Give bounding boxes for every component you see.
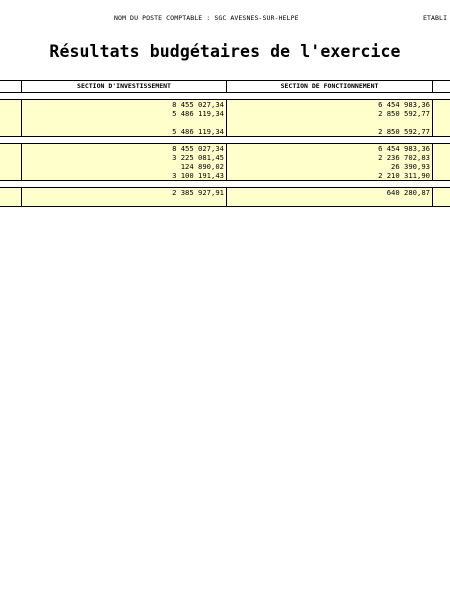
cell-fonctionnement: 2 850 592,77 — [227, 127, 433, 137]
cell-investissement: 124 890,02 — [22, 162, 227, 171]
table-row — [0, 153, 450, 162]
cell-fonctionnement: 2 210 311,90 — [227, 171, 433, 181]
header-fonctionnement: SECTION DE FONCTIONNEMENT — [227, 81, 433, 93]
table-row — [0, 109, 450, 118]
page-title: Résultats budgétaires de l'exercice — [49, 42, 401, 61]
spacer-row — [0, 93, 450, 100]
cell-investissement: 3 225 081,45 — [22, 153, 227, 162]
table-row — [0, 197, 450, 207]
cell-fonctionnement — [227, 118, 433, 127]
poste-comptable-label: NOM DU POSTE COMPTABLE : SGC AVESNES-SUR-HELPE — [114, 14, 299, 22]
cell-fonctionnement: 2 850 592,77 — [227, 109, 433, 118]
cell-investissement-empty — [22, 197, 227, 207]
table-row — [0, 171, 450, 181]
cell-fonctionnement: 2 236 702,83 — [227, 153, 433, 162]
cell-fonctionnement: 6 454 983,36 — [227, 144, 433, 154]
cell-investissement: 8 455 027,34 — [22, 144, 227, 154]
table-row — [0, 162, 450, 171]
cell-investissement: 2 385 927,91 — [22, 188, 227, 198]
results-table — [0, 80, 450, 207]
table-row — [0, 144, 450, 154]
spacer-row — [0, 137, 450, 144]
cell-fonctionnement: 6 454 983,36 — [227, 100, 433, 110]
table-row — [0, 118, 450, 127]
etablissement-label: ETABLI — [423, 14, 448, 22]
cell-fonctionnement: 640 280,87 — [227, 188, 433, 198]
cell-investissement: 5 486 119,34 — [22, 109, 227, 118]
header-cell-right — [433, 81, 450, 93]
cell-fonctionnement: 26 390,93 — [227, 162, 433, 171]
table-row — [0, 127, 450, 137]
table-header-row — [0, 81, 450, 93]
cell-investissement: 8 455 027,34 — [22, 100, 227, 110]
spacer-row — [0, 181, 450, 188]
cell-investissement: 3 100 191,43 — [22, 171, 227, 181]
table-row — [0, 100, 450, 110]
cell-investissement — [22, 118, 227, 127]
table-row — [0, 188, 450, 198]
cell-fonctionnement-empty — [227, 197, 433, 207]
header-cell-left — [0, 81, 22, 93]
cell-investissement: 5 486 119,34 — [22, 127, 227, 137]
header-investissement: SECTION D'INVESTISSEMENT — [22, 81, 227, 93]
